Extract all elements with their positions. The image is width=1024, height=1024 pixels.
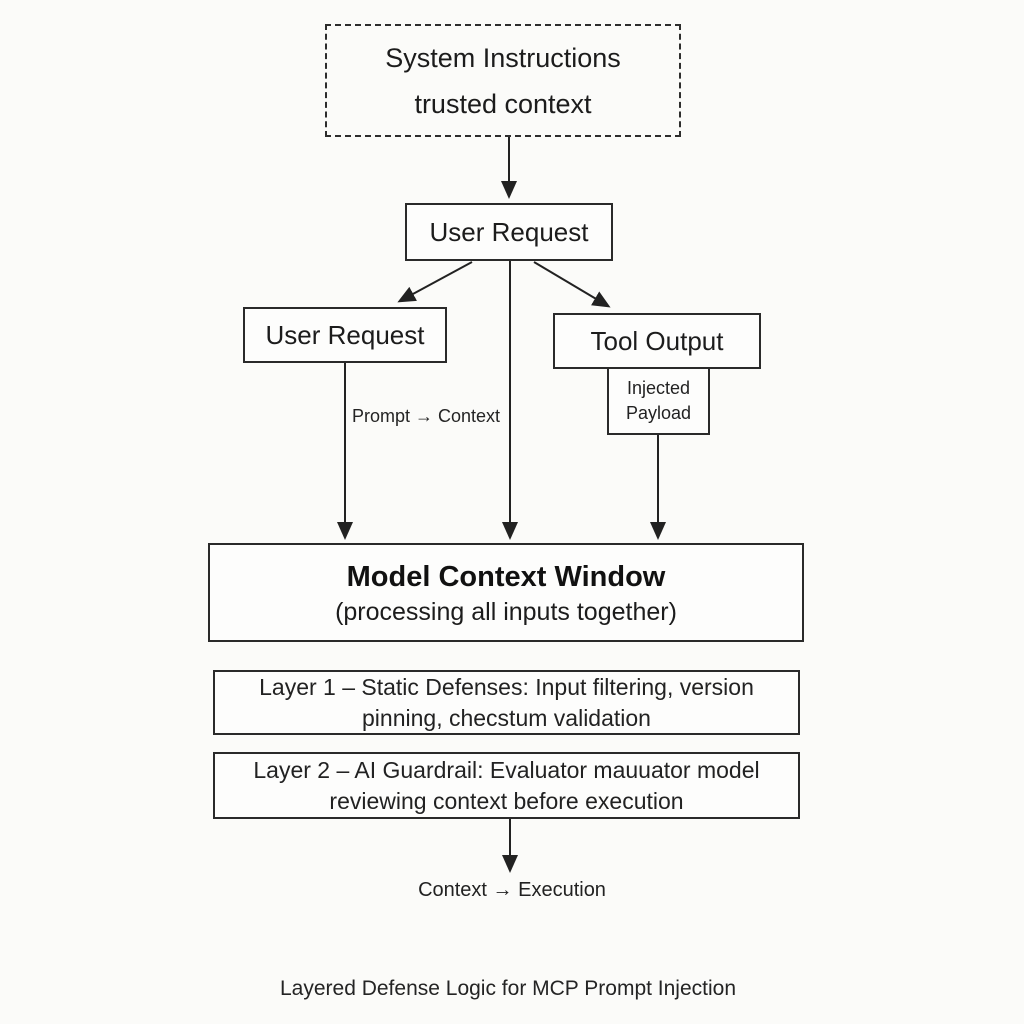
- diagram-caption: Layered Defense Logic for MCP Prompt Injection: [279, 977, 737, 1000]
- user-request-left-label: User Request: [265, 320, 425, 350]
- user-request-left-box: [243, 307, 447, 363]
- system-instructions-box: [325, 24, 681, 137]
- layer1-box: [213, 670, 800, 735]
- arrow-fork-right: [534, 262, 608, 306]
- system-instructions-line1: System Instructions: [385, 42, 621, 73]
- model-context-window-box: [208, 543, 804, 642]
- injected-payload-box: [607, 367, 710, 435]
- model-context-window-title: Model Context Window: [346, 560, 666, 593]
- system-instructions-line2: trusted context: [414, 88, 592, 119]
- layer1-line2: pinning, checstum validation: [362, 704, 651, 731]
- user-request-top-label: User Request: [429, 217, 589, 247]
- layer2-box: [213, 752, 800, 819]
- injected-payload-line2: Payload: [625, 403, 692, 423]
- injected-payload-line1: Injected: [626, 378, 691, 398]
- tool-output-box: [553, 313, 761, 369]
- layer2-line2: reviewing context before execution: [329, 787, 684, 814]
- layer2-line1: Layer 2 – AI Guardrail: Evaluator mauuator model: [253, 756, 760, 783]
- arrow-fork-left: [400, 262, 472, 301]
- context-execution-label: Context → Execution: [418, 879, 606, 901]
- layer1-line1: Layer 1 – Static Defenses: Input filtering, version: [259, 673, 754, 700]
- model-context-window-subtitle: (processing all inputs together): [335, 597, 677, 626]
- user-request-top-box: [405, 203, 613, 261]
- tool-output-label: Tool Output: [590, 326, 724, 356]
- prompt-context-label: Prompt → Context: [351, 406, 501, 426]
